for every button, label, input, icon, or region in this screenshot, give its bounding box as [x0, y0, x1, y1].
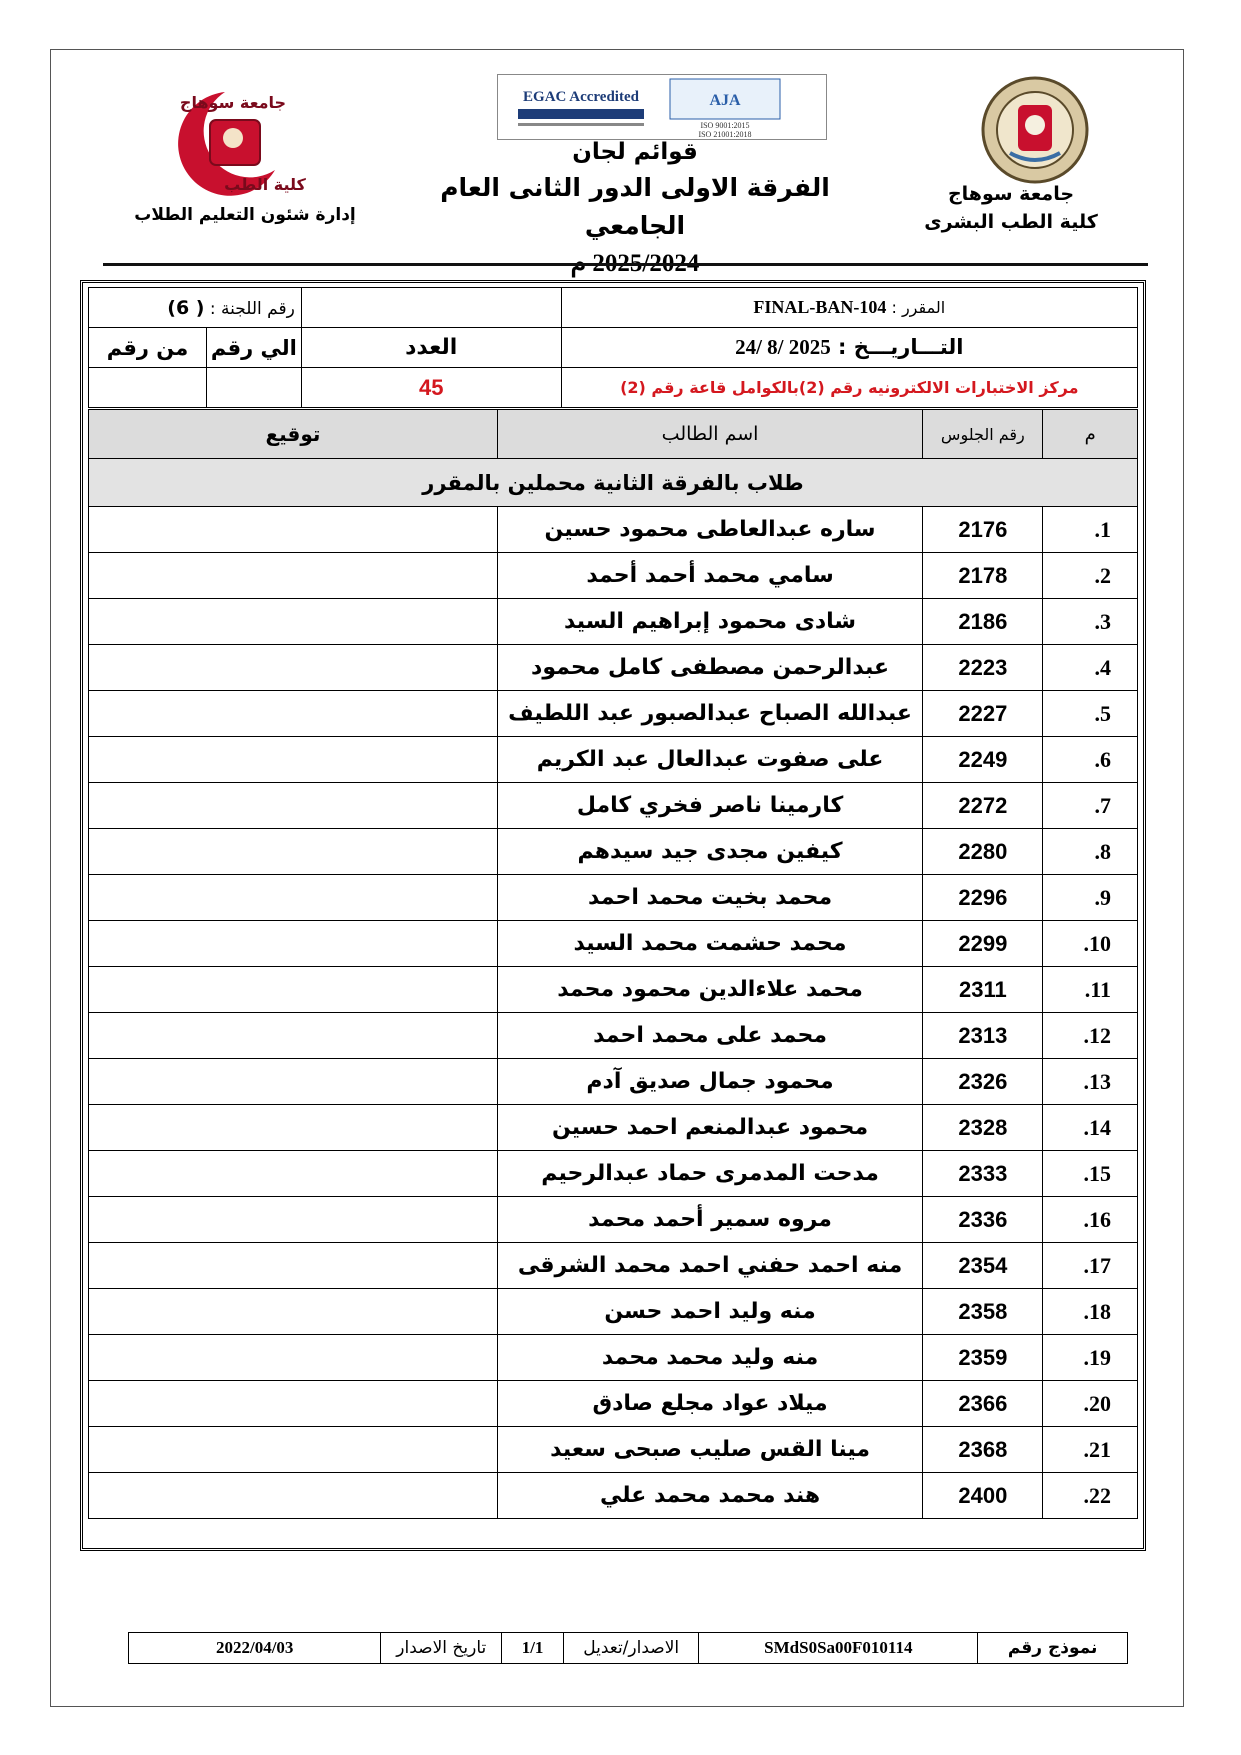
seat-number: 2333 [923, 1151, 1043, 1197]
seat-number: 2186 [923, 599, 1043, 645]
row-number: 5. [1043, 691, 1138, 737]
header-divider [103, 263, 1148, 266]
course-label: المقرر : [891, 298, 946, 317]
signature-cell [89, 875, 498, 921]
date-value: 24/ 8/ 2025 [735, 335, 831, 359]
col-name-header: اسم الطالب [497, 410, 922, 459]
logo-left-bottom-text: كلية الطب [224, 175, 306, 194]
count-value: 45 [301, 368, 561, 408]
student-name: مدحت المدمرى حماد عبدالرحيم [497, 1151, 922, 1197]
issue-label: تاريخ الاصدار [381, 1633, 502, 1664]
to-value-cell [206, 368, 301, 408]
university-seal-logo [980, 75, 1090, 185]
row-number: 6. [1043, 737, 1138, 783]
col-seat-header: رقم الجلوس [923, 410, 1043, 459]
course-value: FINAL-BAN-104 [753, 297, 887, 317]
table-row [89, 599, 1138, 645]
faculty-name: كلية الطب البشرى [924, 211, 1098, 233]
table-row [89, 1151, 1138, 1197]
signature-cell [89, 1105, 498, 1151]
student-name: منه وليد محمد محمد [497, 1335, 922, 1381]
university-block [911, 180, 1111, 236]
table-row [89, 1197, 1138, 1243]
table-row [89, 1243, 1138, 1289]
signature-cell [89, 1013, 498, 1059]
document-title-block [420, 135, 850, 283]
seat-number: 2326 [923, 1059, 1043, 1105]
student-name: مروه سمير أحمد محمد [497, 1197, 922, 1243]
row-number: 7. [1043, 783, 1138, 829]
empty-cell [301, 288, 561, 328]
student-name: محمد حشمت محمد السيد [497, 921, 922, 967]
version-value: 1/1 [502, 1633, 564, 1664]
table-row [89, 553, 1138, 599]
row-number: 1. [1043, 507, 1138, 553]
student-name: محمد بخيت محمد احمد [497, 875, 922, 921]
signature-cell [89, 645, 498, 691]
signature-cell [89, 829, 498, 875]
section-title: طلاب بالفرقة الثانية محملين بالمقرر [89, 459, 1138, 507]
row-number: 14. [1043, 1105, 1138, 1151]
table-row [89, 1013, 1138, 1059]
date-cell [561, 328, 1137, 368]
student-name: منه احمد حفني احمد محمد الشرقى [497, 1243, 922, 1289]
signature-cell [89, 1427, 498, 1473]
seat-number: 2358 [923, 1289, 1043, 1335]
count-label: العدد [301, 328, 561, 368]
table-row [89, 507, 1138, 553]
signature-cell [89, 1197, 498, 1243]
table-row [89, 829, 1138, 875]
table-row [89, 967, 1138, 1013]
row-number: 20. [1043, 1381, 1138, 1427]
student-name: هند محمد محمد علي [497, 1473, 922, 1519]
committee-cell [89, 288, 302, 328]
seat-number: 2336 [923, 1197, 1043, 1243]
egac-text: EGAC Accredited [523, 89, 639, 105]
seat-number: 2227 [923, 691, 1043, 737]
aja-text: AJA [709, 92, 741, 109]
student-name: كارمينا ناصر فخري كامل [497, 783, 922, 829]
seat-number: 2354 [923, 1243, 1043, 1289]
student-name: مينا القس صليب صبحى سعيد [497, 1427, 922, 1473]
signature-cell [89, 691, 498, 737]
row-number: 12. [1043, 1013, 1138, 1059]
table-row [89, 1335, 1138, 1381]
doc-title: قوائم لجان [572, 139, 698, 165]
university-name: جامعة سوهاج [947, 183, 1075, 205]
row-number: 8. [1043, 829, 1138, 875]
table-row [89, 1105, 1138, 1151]
row-number: 19. [1043, 1335, 1138, 1381]
row-number: 11. [1043, 967, 1138, 1013]
student-name: منه وليد احمد حسن [497, 1289, 922, 1335]
table-row [89, 737, 1138, 783]
row-number: 17. [1043, 1243, 1138, 1289]
iso2-text: ISO 21001:2018 [698, 130, 752, 139]
logo-left-top-text: جامعة سوهاج [179, 93, 287, 112]
committee-value: ( 6) [167, 296, 205, 319]
seat-number: 2272 [923, 783, 1043, 829]
doc-subtitle: الفرقة الاولى الدور الثانى العام الجامعي [440, 173, 830, 240]
signature-cell [89, 737, 498, 783]
certification-logos [497, 74, 827, 140]
from-label: من رقم [89, 328, 207, 368]
issue-date: 2022/04/03 [129, 1633, 381, 1664]
signature-cell [89, 507, 498, 553]
row-number: 3. [1043, 599, 1138, 645]
form-label: نموذج رقم [978, 1633, 1128, 1664]
version-label: الاصدار/تعديل [563, 1633, 698, 1664]
signature-cell [89, 1243, 498, 1289]
from-value-cell [89, 368, 207, 408]
table-row [89, 1427, 1138, 1473]
table-row [89, 1289, 1138, 1335]
col-sign-header: توقيع [89, 410, 498, 459]
student-name: محمد علاءالدين محمود محمد [497, 967, 922, 1013]
table-row [89, 691, 1138, 737]
table-row [89, 1473, 1138, 1519]
committee-label: رقم اللجنة : [209, 298, 295, 319]
committee-info-table [88, 287, 1138, 408]
row-number: 9. [1043, 875, 1138, 921]
form-footer [128, 1632, 1128, 1664]
signature-cell [89, 1289, 498, 1335]
seat-number: 2280 [923, 829, 1043, 875]
row-number: 21. [1043, 1427, 1138, 1473]
department-name: إدارة شئون التعليم الطلاب [134, 205, 356, 225]
signature-cell [89, 1059, 498, 1105]
seat-number: 2176 [923, 507, 1043, 553]
student-name: ساره عبدالعاطى محمود حسين [497, 507, 922, 553]
row-number: 2. [1043, 553, 1138, 599]
seat-number: 2400 [923, 1473, 1043, 1519]
seat-number: 2311 [923, 967, 1043, 1013]
students-table [88, 409, 1138, 1519]
student-name: على صفوت عبدالعال عبد الكريم [497, 737, 922, 783]
form-number: SMdS0Sa00F010114 [699, 1633, 978, 1664]
student-name: ميلاد عواد مجلع صادق [497, 1381, 922, 1427]
table-row [89, 875, 1138, 921]
student-name: عبدالله الصباح عبدالصبور عبد اللطيف [497, 691, 922, 737]
signature-cell [89, 967, 498, 1013]
seat-number: 2366 [923, 1381, 1043, 1427]
row-number: 16. [1043, 1197, 1138, 1243]
seat-number: 2299 [923, 921, 1043, 967]
table-row [89, 645, 1138, 691]
student-name: سامي محمد أحمد أحمد [497, 553, 922, 599]
signature-cell [89, 1473, 498, 1519]
table-row [89, 1059, 1138, 1105]
faculty-logo [115, 80, 315, 200]
seat-number: 2368 [923, 1427, 1043, 1473]
signature-cell [89, 1335, 498, 1381]
course-cell [561, 288, 1137, 328]
table-row [89, 783, 1138, 829]
signature-cell [89, 1151, 498, 1197]
row-number: 4. [1043, 645, 1138, 691]
iso1-text: ISO 9001:2015 [700, 121, 750, 130]
signature-cell [89, 599, 498, 645]
seat-number: 2296 [923, 875, 1043, 921]
row-number: 18. [1043, 1289, 1138, 1335]
row-number: 10. [1043, 921, 1138, 967]
col-num-header: م [1043, 410, 1138, 459]
row-number: 22. [1043, 1473, 1138, 1519]
section-row [89, 459, 1138, 507]
exam-location: مركز الاختبارات الالكترونيه رقم (2)بالكوامل قاعة رقم (2) [561, 368, 1137, 408]
row-number: 13. [1043, 1059, 1138, 1105]
table-row [89, 921, 1138, 967]
student-name: عبدالرحمن مصطفى كامل محمود [497, 645, 922, 691]
student-name: محمد على محمد احمد [497, 1013, 922, 1059]
signature-cell [89, 553, 498, 599]
seat-number: 2328 [923, 1105, 1043, 1151]
table-row [89, 1381, 1138, 1427]
seat-number: 2313 [923, 1013, 1043, 1059]
seat-number: 2249 [923, 737, 1043, 783]
row-number: 15. [1043, 1151, 1138, 1197]
academic-year: 2025/2024 م [570, 250, 700, 277]
student-name: شادى محمود إبراهيم السيد [497, 599, 922, 645]
to-label: الي رقم [206, 328, 301, 368]
seat-number: 2178 [923, 553, 1043, 599]
student-name: محمود جمال صديق آدم [497, 1059, 922, 1105]
signature-cell [89, 1381, 498, 1427]
seat-number: 2359 [923, 1335, 1043, 1381]
signature-cell [89, 921, 498, 967]
date-label: التـــاريـــخ : [838, 335, 964, 359]
student-name: محمود عبدالمنعم احمد حسين [497, 1105, 922, 1151]
table-header-row [89, 410, 1138, 459]
student-name: كيفين مجدى جيد سيدهم [497, 829, 922, 875]
seat-number: 2223 [923, 645, 1043, 691]
signature-cell [89, 783, 498, 829]
